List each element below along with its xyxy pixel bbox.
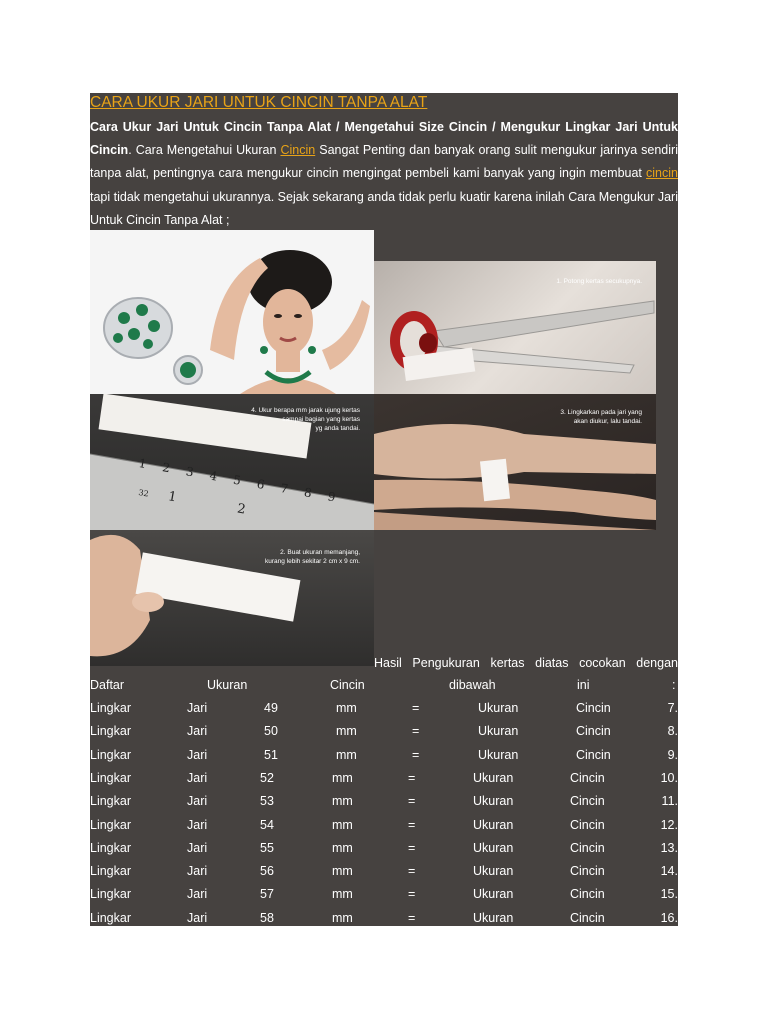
mm-unit-cell: mm	[332, 887, 353, 902]
mm-value-cell: 49	[264, 701, 278, 715]
page-title[interactable]: CARA UKUR JARI UNTUK CINCIN TANPA ALAT	[90, 94, 428, 111]
step-4-caption: 4. Ukur berapa mm jarak ujung kertas sampai bagian yang kertas yg anda tandai.	[251, 407, 360, 432]
jari-cell: Jari	[187, 887, 208, 902]
size-list-row	[90, 907, 678, 929]
equals-cell: =	[412, 747, 420, 762]
jari-cell: Jari	[187, 747, 208, 762]
lingkar-cell: Lingkar	[90, 724, 131, 739]
lingkar-cell: Lingkar	[90, 770, 131, 785]
jari-cell: Jari	[187, 770, 208, 785]
ukuran-cell: Ukuran	[473, 770, 514, 785]
ukuran-cell: Ukuran	[473, 840, 514, 855]
finger-photo	[374, 394, 656, 530]
size-list-row	[90, 883, 678, 905]
ukuran-cell: Ukuran	[473, 910, 514, 925]
size-list-row	[90, 720, 678, 742]
ruler-number: 4	[208, 468, 219, 484]
lingkar-cell: Lingkar	[90, 887, 131, 902]
step-1-caption: 1. Potong kertas secukupnya.	[556, 278, 642, 285]
header-word: Ukuran	[207, 678, 248, 692]
size-list-header	[90, 674, 678, 696]
cincin-cell: Cincin	[570, 887, 605, 902]
mm-unit-cell: mm	[332, 840, 353, 855]
mm-value-cell: 51	[264, 747, 278, 762]
ruler-number: 9	[326, 489, 337, 505]
ruler-number: 5	[232, 472, 243, 488]
cincin-cell: Cincin	[570, 794, 605, 809]
equals-cell: =	[408, 840, 416, 855]
ring-size-cell: 14.	[660, 864, 678, 879]
intro-bold-lead: Cara Ukur Jari Untuk Cincin Tanpa Alat / Mengetahui Size Cincin / Mengukur Lingkar Jari Untuk Cincin	[90, 120, 678, 158]
header-word: Daftar	[90, 678, 125, 692]
ukuran-cell: Ukuran	[478, 701, 519, 715]
lingkar-cell: Lingkar	[90, 794, 131, 809]
intro-text-2: Sangat Penting dan banyak orang sulit mengukur jarinya sendiri tanpa alat, pentingnya cara mengukur cincin mengingat pembeli kami banyak yang ingin membuat	[90, 143, 678, 181]
model-jewelry-illustration	[90, 230, 374, 394]
header-word: Cincin	[330, 678, 365, 692]
jari-cell: Jari	[187, 724, 208, 739]
mm-value-cell: 53	[260, 794, 274, 809]
mm-value-cell: 52	[260, 770, 274, 785]
cincin-cell: Cincin	[576, 747, 611, 762]
mm-unit-cell: mm	[332, 817, 353, 832]
lingkar-cell: Lingkar	[90, 910, 131, 925]
mm-value-cell: 58	[260, 910, 274, 925]
cincin-cell: Cincin	[570, 910, 605, 925]
ruler-sub-number: 2	[235, 501, 247, 518]
ring-size-cell: 8.	[667, 724, 678, 739]
lingkar-cell: Lingkar	[90, 864, 131, 879]
mm-unit-cell: mm	[336, 724, 357, 739]
mm-unit-cell: mm	[336, 747, 357, 762]
document-body	[90, 93, 678, 926]
intro-text-1: . Cara Mengetahui Ukuran	[128, 143, 281, 158]
ruler-sub-number: 32	[137, 487, 150, 499]
scissors-photo	[374, 261, 656, 394]
ruler-number: 2	[161, 460, 172, 476]
equals-cell: =	[408, 794, 416, 809]
lingkar-cell: Lingkar	[90, 840, 131, 855]
intro-paragraph	[90, 116, 678, 232]
equals-cell: =	[408, 910, 416, 925]
ukuran-cell: Ukuran	[473, 817, 514, 832]
jari-cell: Jari	[187, 794, 208, 809]
ruler-number: 6	[255, 476, 266, 492]
step-2-caption: 2. Buat ukuran memanjang, kurang lebih sekitar 2 cm x 9 cm.	[264, 549, 360, 565]
ruler-photo	[90, 394, 374, 530]
size-list-row	[90, 697, 678, 719]
jari-cell: Jari	[187, 840, 208, 855]
ruler-number: 8	[303, 485, 313, 501]
mm-value-cell: 56	[260, 864, 274, 879]
mm-unit-cell: mm	[332, 910, 353, 925]
ring-size-cell: 11.	[661, 794, 678, 809]
jari-cell: Jari	[187, 701, 208, 715]
ring-size-cell: 10.	[660, 770, 678, 785]
cincin-link-2[interactable]: cincin	[646, 166, 678, 181]
cincin-cell: Cincin	[570, 770, 605, 785]
header-word: ini	[577, 678, 590, 692]
ukuran-cell: Ukuran	[478, 724, 519, 739]
cincin-cell: Cincin	[570, 840, 605, 855]
size-list-row	[90, 790, 678, 812]
lingkar-cell: Lingkar	[90, 817, 131, 832]
size-list-row	[90, 814, 678, 836]
equals-cell: =	[412, 701, 420, 715]
mm-value-cell: 54	[260, 817, 274, 832]
cincin-cell: Cincin	[576, 701, 611, 715]
ukuran-cell: Ukuran	[473, 887, 514, 902]
equals-cell: =	[408, 817, 416, 832]
ring-size-cell: 16.	[660, 910, 678, 925]
header-word: :	[672, 678, 676, 692]
lingkar-cell: Lingkar	[90, 747, 131, 762]
ring-size-cell: 9.	[667, 747, 678, 762]
equals-cell: =	[408, 864, 416, 879]
jari-cell: Jari	[187, 864, 208, 879]
ukuran-cell: Ukuran	[473, 864, 514, 879]
cincin-cell: Cincin	[576, 724, 611, 739]
ukuran-cell: Ukuran	[473, 794, 514, 809]
cincin-cell: Cincin	[570, 817, 605, 832]
mm-value-cell: 50	[264, 724, 278, 739]
cincin-link-1[interactable]: Cincin	[280, 143, 316, 158]
mm-value-cell: 55	[260, 840, 274, 855]
model-jewelry-photo	[90, 230, 374, 394]
size-list-row	[90, 744, 678, 766]
result-text: Hasil Pengukuran kertas diatas cocokan dengan	[374, 656, 678, 670]
equals-cell: =	[408, 887, 416, 902]
ring-size-cell: 15.	[660, 887, 678, 902]
mm-unit-cell: mm	[332, 794, 353, 809]
mm-unit-cell: mm	[332, 864, 353, 879]
cincin-cell: Cincin	[570, 864, 605, 879]
jari-cell: Jari	[187, 910, 208, 925]
size-list-row	[90, 860, 678, 882]
paper-strip-photo	[90, 530, 374, 666]
lingkar-cell: Lingkar	[90, 701, 131, 715]
mm-unit-cell: mm	[332, 770, 353, 785]
header-word: dibawah	[449, 678, 496, 692]
mm-unit-cell: mm	[336, 701, 357, 715]
mm-value-cell: 57	[260, 887, 274, 902]
size-list-row	[90, 767, 678, 789]
size-list-row	[90, 837, 678, 859]
step-3-caption: 3. Lingkarkan pada jari yang akan diukur, lalu tandai.	[560, 409, 642, 425]
ring-size-cell: 7.	[667, 701, 678, 715]
equals-cell: =	[412, 724, 420, 739]
ring-size-cell: 12.	[660, 817, 678, 832]
ruler-number: 7	[279, 481, 290, 497]
jari-cell: Jari	[187, 817, 208, 832]
ruler-number: 3	[184, 464, 195, 480]
ukuran-cell: Ukuran	[478, 747, 519, 762]
ring-size-cell: 13.	[660, 840, 678, 855]
ruler-number: 1	[137, 456, 148, 472]
equals-cell: =	[408, 770, 416, 785]
ruler-sub-number: 1	[166, 489, 178, 506]
intro-text-3: tapi tidak mengetahui ukurannya. Sejak sekarang anda tidak perlu kuatir karena inilah Cara Mengukur Jari Untuk Cincin Tanpa Alat ;	[90, 189, 678, 227]
